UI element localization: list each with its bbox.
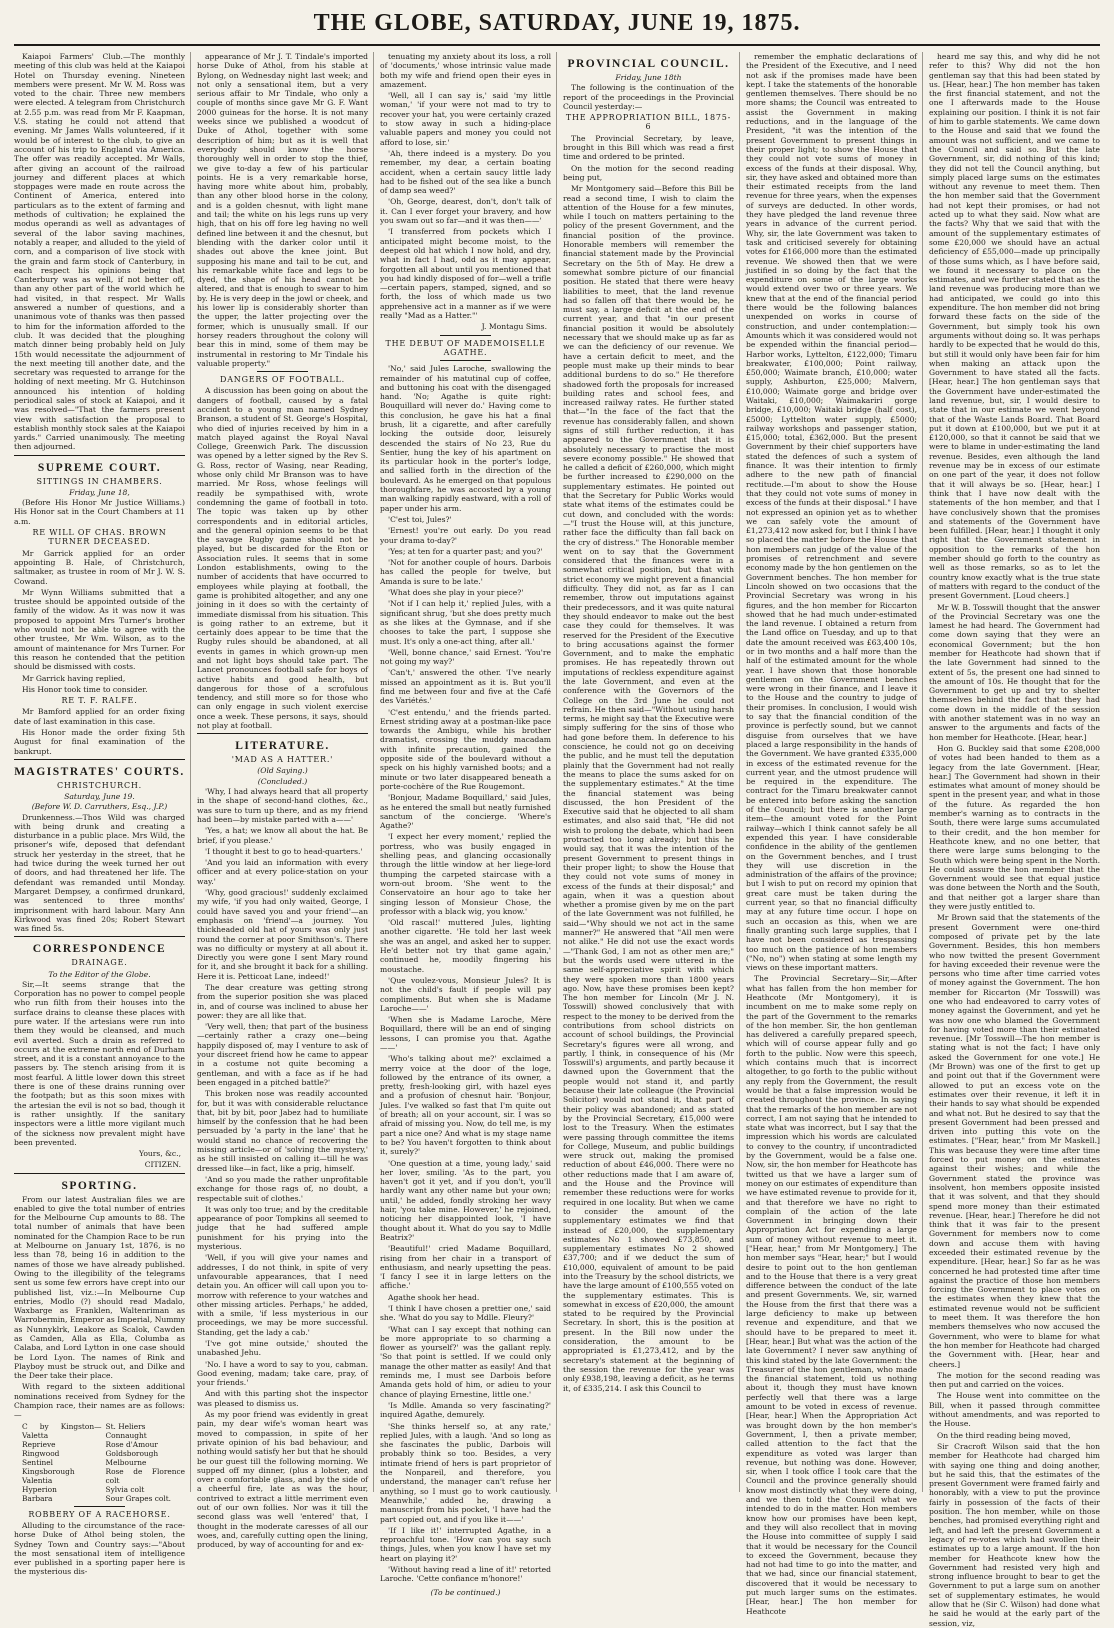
paragraph: 'Is Mdlle. Amanda so very fascinating?' inquired Agathe, demurely. [380, 1400, 551, 1420]
letter-title: DRAINAGE. [71, 958, 128, 968]
subheading-christchurch: CHRISTCHURCH. [56, 780, 142, 790]
letter-addressee: To the Editor of the Globe. [48, 969, 151, 979]
signoff: Yours, &c., [138, 1149, 181, 1159]
nominations-list [22, 1422, 185, 1503]
case-title: RE WILL OF CHAS. BROWN TURNER DECEASED. [32, 528, 167, 547]
paragraph: Mr Wynn Williams submitted that a trustee should be appointed outside of the family of the widow. As it was now it was proposed to appoint Mrs Turner's brother who would not be able to agree with the other trustee, Mr Wm. Wilson, as to the amount of maintenance for Mrs Turner. For this reason he contended that the petition should be dismissed with costs. [14, 587, 185, 672]
paragraph: 'No. I have a word to say to you, cabman. Good evening, madam; take care, pray, of your friends.' [197, 1359, 368, 1388]
paragraph: The dear creature was getting strong from the superior position she was placed in, and of course was inclined to abuse her power: they are all like that. [197, 983, 368, 1020]
column-4 [563, 52, 740, 1492]
before-line: (Before W. D. Carruthers, Esq., J.P.) [31, 802, 168, 812]
paragraph: 'One question at a time, young lady,' said her lover, smiling. 'As to the part, you haven't got it yet, and if you don't, you'll hardly want any other name but your own; until,' he added, fondly stroking her wavy hair, 'you take mine. However,' he rejoined, noticing her disappointed look, 'I have thought about it. What do you say to Mdlle Beatrix?' [380, 1158, 551, 1242]
list-item: Rose d'Amour [105, 1439, 158, 1449]
divider [74, 1506, 125, 1507]
paragraph: 'Without having read a line of it!' retorted Laroche. 'Cette confiance m'honore!' [380, 1565, 551, 1584]
heading-provincial-council: PROVINCIAL COUNCIL. [567, 58, 730, 70]
paragraph: 'I transferred from pockets which I anticipated might become moist, to the deepest old hat which I now hold, and dry, what in fact I had, odd as it may appear, forgotten all about until you mentioned that you had kindly disposed of for—well a trifle—certain papers, stamped, signed, and so forth, the loss of which made us two apprehensive act in a manner as if we were really "Mad as a Hatter."' [380, 227, 551, 321]
list-item: Reprieve [22, 1439, 56, 1449]
signature: CITIZEN. [144, 1160, 181, 1170]
paragraph: 'Old rascal!' muttered Jules, lighting another cigarette. 'He told her last week she was an angel, and asked her to supper. He'd better not try that game again,' continued he, moodily fingering his moustache. [380, 918, 551, 974]
paragraph: Mr Brown said that the statements of the present Government were one-third composed of private pet by the late Government. Besides, this hon members who now twitted the present Government for having exceeded their revenue were the persons who time after time carried votes of money against the Government. The hon member for Riccarton (Mr Tosswill) was one who had endeavored to carry votes of money against the Government, and yet he was now one who blamed the Government for having voted more than their estimated revenue. [Mr Tosswill—The hon member is stating what is not the fact; I have only asked the Government for one vote.] He (Mr Brown) was one of the first to get up and point out that if the Government were allowed to put an excess vote on the estimates over their revenue, it left it in their hands to say what should be expended and what not. But he desired to say that the present Government had been pressed and driven into putting this vote on the estimates. ["Hear, hear," from Mr Maskell.] This was because they were time after time forced to put money on the estimates against their wishes; and while the Government stated the province was insolvent, hon members opposite insisted that it was solvent, and that they should spend more money than their estimated revenue. [Hear, hear.] Therefore he did not think that it was fair to the present Government for members now to come down and accuse them with having exceeded their estimated revenue by the expenditure. [Hear, hear.] So far as he was concerned he had protested time after time against the practice of those hon members forcing the Government to place votes on the estimates when they knew that the estimated revenue would not be sufficient to meet them. It was therefore the hon members themselves who now accused the Government, who were to blame for what the hon member for Heathcote had charged the Government with. [Hear, hear and cheers.] [929, 913, 1100, 1369]
paragraph: Mr W. B. Tosswill thought that the answer of the Provincial Secretary was one the lamest he had heard. The Government had come down saying that they were an economical Government; but the hon member for Heathcote had shown that if the late Government had sinned to the extent of 5s, the present one had sinned to the amount of 10s. He thought that for the Government to get up and try to shelter themselves behind the fact that they had come down in the middle of the session with another statement was in no way an answer to the arguments and facts of the hon member for Heathcote. [Hear, hear.] [929, 602, 1100, 742]
continued-note: (To be continued.) [430, 1587, 501, 1597]
list-item: Sour Grapes colt. [105, 1493, 172, 1503]
paragraph: remember the emphatic declarations of the President of the Executive, and I need not ask if the promises made have been kept. I take the statements of the honorable gentlemen themselves. There should be no more shams; the Council was entreated to assist the Government in making reductions, and in the language of the President, "it was the intention of the present Government to present things in their proper light; to show the House that they could not vote sums of money in excess of the funds at their disposal. Why, sir, they have asked and obtained more than their estimated receipts from the land revenue for three years, when the expenses of surveys are deducted. In other words, they have pledged the land revenue three years in advance of the current period. Why, sir, the late Government was taken to task and criticised severely for obtaining votes for £166,000 more than the estimated revenue. We showed then that we were justified in so doing by the fact that the expenditure on some of the large works would extend over two or three years. We knew that at the end of the financial period there would be the following balances unexpended on works in course of construction, and under contemplation:—Amounts which it was considered would not be expended within the financial period—Harbor works, Lyttelton, £122,000; Timaru breakwater, £100,000; Point railway, £50,000; Waimate branch, £10,000; water supply, Ashburton, £25,000; Malvern, £10,000; Waimate gorge and bridge over Waitaki, £10,000; Waimakariri gorge bridge, £10,000; Waitaki bridge (half cost), £5000; Lyttelton water supply, £5000; railway workshops and passenger station, £15,000; total, £362,000. But the present Government by their chief supporters have stated the defences of such a system of finance. It was their intention to firmly adhere to the new path of financial rectitude.—I'm about to show the House that they could not vote sums of money in excess of the funds at their disposal." I have not expressed an opinion yet as to whether we can safely vote the amount of £1,273,412 now asked for, but I think I have so placed the matter before the House that hon members can judge of the value of the promises of retrenchment and severe economy made by the hon gentlemen on the Government benches. The hon member for Lincoln showed on two occasions that the Provincial Secretary was wrong in his figures, and the hon member for Riccarton showed that he had much under-estimated the land revenue. I obtained a return from the Land office on Tuesday, and up to that date the amount received was £63,400 10s, or in two months and a half more than the half of the estimated amount for the whole year. I have shown that those honorable gentlemen on the Government benches were wrong in their finance, and I leave it to the House and the country to judge of their promises. In conclusion, I would wish to say that the financial condition of the province is perfectly sound, but we cannot disguise from ourselves that we have placed a large responsibility in the hands of the Government. We have granted £335,000 in excess of the estimated revenue for the current year, and the utmost prudence will be required in the expenditure. The contract for the Timaru breakwater cannot be entered into before asking the sanction of the Council; but there is another large item—the amount voted for the Point railway—which I think cannot safely be all expended this year. I have considerable confidence in the ability of the gentlemen on the Government benches, and I trust they will use discretion in the administration of the affairs of the province; but I wish to put on record my opinion that great care must be taken during the current year, so that no financial difficulty may at any future time occur. I hope on such an occasion as this, when we are finally granting such large supplies, that I have not been considered as trespassing too much on the patience of hon members ("No, no") when stating at some length my views on these important matters. [746, 52, 917, 973]
paragraph: His Honor made the order fixing 5th August for final examination of the bankrupt. [14, 727, 185, 756]
heading-debut-of-mademoiselle-agathe: THE DEBUT OF MADEMOISELLE AGATHE. [385, 338, 546, 357]
subheading-sittings: SITTINGS IN CHAMBERS. [36, 476, 163, 486]
paragraph: With regard to the sixteen additional nominations received from Sydney for the Champion race, their names are as follows:— [14, 1382, 185, 1420]
case-title: RE T. F. RALFE. [61, 696, 138, 706]
paragraph: 'Why, good gracious!' suddenly exclaimed my wife, 'if you had only waited, George, I could have saved you and your friend'—an emphasis on 'friend'—a journey. You thickheaded old hat of yours was only just round the corner at poor Smithson's. There was no difficulty or mystery at all about it. Directly you were gone I sent Mary round for it, and she brought it back for a shilling. Here it is. Petticoat Lane, indeed!' [197, 888, 368, 981]
nominations-list-a [22, 1422, 102, 1503]
paragraph: Sir Cracroft Wilson said that the hon member for Heathcote had charged him with saying one thing and doing another, but he said this, that the estimates of the present Government were framed fairly and honorably, with a view to put the province fairly in possession of the facts of their position. The hon member, while on those benches, had promised everything right and left, and had left the present Government a legacy of re-votes which had swollen their estimates up to a large amount. If the hon member for Heathcote knew how the Government had resisted very high and strong influence brought to bear to get the Government to put a large sum on another set of supplementary estimates, he would allow that he (Sir C. Wilson) had done what he said he would at the early part of the session, viz, [929, 1441, 1100, 1628]
paragraph: 'Why, I had always heard that all property in the shape of second-hand clothes, &c., was sure to turn up there, and as my friend had been—by mistake parted with a——' [197, 787, 368, 824]
paragraph: 'Not if I can help it,' replied Jules, with a significant shrug, 'but she does pretty much as she likes at the Gymnase, and if she chooses to take the part, I suppose she must. It's only a one-act thing, after all.' [380, 599, 551, 646]
divider [14, 936, 185, 937]
paragraph: 'Can't,' answered the other. 'I've nearly missed an appointment as it is. But you'll find me between four and five at the Café des Variétés.' [380, 668, 551, 706]
paragraph: 'Not for another couple of hours. Darbois has called the people for twelve, but Amanda is sure to be late.' [380, 558, 551, 586]
paragraph: 'Well, if you will give your names and addresses, I do not think, in spite of very unfavourable appearances, that I need detain you. An officer will call upon you to-morrow with reference to your watches and other missing articles. Perhaps,' he added, with a smile, 'if less mysterious in our proceedings, we may be more successful. Standing, get the lady a cab.' [197, 1253, 368, 1337]
paragraph: 'I expect her every moment,' replied the portress, who was busily engaged in shelling peas, and glancing occasionally through the little window at her liege-lord thumping the carpeted staircase with a worn-out broom. 'She went to the Conservatoire an hour ago to take her singing lesson of Monsieur Chose, the professor with a black wig, you know.' [380, 832, 551, 916]
paragraph: 'No,' said Jules Laroche, swallowing the remainder of his matutinal cup of coffee, and buttoning his coat with the disengaged hand. 'No; Agathe is quite right: Bouquillard will never do.' Having come to this conclusion, he gave his hat a final brush, lit a cigarette, and after carefully locking the outside door, leisurely descended the stairs of No 23, Rue du Sentier, hung the key of his apartment on its particular hook in the porter's lodge, and sallied forth in the direction of the boulevard. As he emerged on that populous thoroughfare, he was accosted by a young man walking rapidly eastward, with a roll of paper under his arm. [380, 364, 551, 513]
column-2 [197, 52, 374, 1550]
paragraph: 'Well, bonne chance,' said Ernest. 'You're not going my way?' [380, 647, 551, 667]
list-item: Valentia [22, 1475, 53, 1485]
heading-robbery-of-a-racehorse: ROBBERY OF A RACEHORSE. [28, 1509, 171, 1519]
paragraph: 'I think I have chosen a prettier one,' said she. 'What do you say to Mdlle. Fleury?' [380, 1304, 551, 1323]
paragraph: 'Bonjour, Madame Boquillard,' said Jules, as he entered the small but neatly furnished sanctum of the concierge. 'Where's Agathe?' [380, 793, 551, 831]
divider [440, 360, 491, 361]
paragraph: 'Very well, then; that part of the business—certainly rather a crazy one—being happily disposed of, may I venture to ask of your discreet friend how he came to appear in a costume not quite becoming a gentleman, and with a face as if he had been engaged in a pitched battle?' [197, 1022, 368, 1087]
paragraph: On the third reading being moved, [937, 1430, 1071, 1440]
paragraph: 'I thought it best to go to head-quarters.' [205, 846, 363, 856]
paragraph: 'Well, all I can say is,' said 'my little woman,' 'if your were not mad to try to recover your hat, you were certainly crazed to stow away in such a hiding-place valuable papers and money you could not afford to lose, sir.' [380, 91, 551, 147]
paragraph: 'Beautiful!' cried Madame Boquillard, rising from her chair in a transport of enthusiasm, and nearly upsetting the peas. 'I fancy I see it in large letters on the affiche.' [380, 1244, 551, 1291]
list-item: C by Kingston—Valetta [22, 1421, 102, 1440]
paragraph: Drunkenness.—Thos Wild was charged with being drunk and creating a disturbance in a public place. Mrs Wild, the prisoner's wife, deposed that defendant struck her yesterday in the street, that he had twice during the week turned her out of doors, and had threatened her life. The defendant was remanded until Monday. Margaret Dempsey, a confirmed drunkard, was sentenced to three months' imprisonment with hard labour. Mary Ann Kirkwood was fined 20s; Robert Stewart was fined 5s. [14, 812, 185, 934]
paragraph: Mr Garrick having replied, [22, 673, 126, 683]
dateline: Friday, June 18, [69, 487, 130, 497]
paragraph: Agathe shook her head. [388, 1292, 480, 1302]
paragraph: Hon G. Buckley said that some £208,000 of votes had been handed to them as a legacy from the late Government. [Hear, hear.] The Government had shown in their estimates what amount of money should be spent in the present year, and what in those of the future. As regarded the hon member's warning as to contracts in the South, there were large sums accumulated to their credit, and the hon member for Heathcote knew, and no one better, that there were large sums belonging to the South which were being spent in the North. He could assure the hon member that the Government would see that equal justice was done between the North and the South, and that neither got a larger share than they were justly entitled to. [929, 743, 1100, 912]
paragraph: The following is the continuation of the report of the proceedings in the Provincial Council yesterday:— [563, 83, 734, 111]
paragraph: Mr Bamford applied for an order fixing date of last examination in this case. [14, 707, 185, 726]
story-title: 'MAD AS A HATTER.' [231, 755, 334, 765]
paragraph: A discussion has been going on about the dangers of football, caused by a fatal accident to a young man named Sydney Branson, a student of St. George's Hospital, who died of injuries received by him in a match played against the Royal Naval College, Greenwich Park. The discussion was opened by a letter signed by the Rev S. G. Ross, rector of Wasing, near Reading, whose only child Mr Branson was to have married. Mr Ross, whose feelings will readily be sympathised with, wrote condemning the game of football in toto. The topic was taken up by other correspondents and in editorial articles, and the general opinion seems to be that the savage Rugby game should not be played, but be discarded for the Eton or Association rules. It seems that in some London establishments, owing to the number of accidents that have occurred to employees while playing at football, the game is prohibited altogether, and any one joining in it does so with the certainty of immediate dismissal from his situation. This is going rather to an extreme, but it certainly does appear to be time that the Rugby rules should be abandoned, at all events in games in which grown-up men and not light boys should take part. The Lancet pronounces football safe for boys of active habits and good health, but dangerous for those of a scrofulous tendency, and still more so for those who can only engage in such violent exercise once a week. These persons, it says, should not play at football. [197, 386, 368, 731]
column-5 [746, 52, 923, 1616]
paragraph: Sir,—It seems strange that the Corporation has no power to compel people who run filth from their houses into the surface drains to cleanse these places with pure water. If the artesians were run into them they would be cleansed, and much evil averted. Such a drain as referred to occurs at the extreme north end of Durham street, and it is a constant annoyance to the passers by. The stench arising from it is most fearful. A little lower down this street there is one of these drains running over the footpath; but as this soon mixes with the artesian the evil is not so bad, though it is rather unsightly. If the sanitary inspectors were a little more vigilant much of the sickness now prevalent might have been prevented. [14, 979, 185, 1147]
paragraph: 'And so you made the rather unprofitable exchange for those rags of, no doubt, a respectable suit of clothes.' [197, 1174, 368, 1203]
columns [14, 52, 1100, 1628]
paragraph: 'And you laid an information with every officer and at every police-station on your way.' [197, 858, 368, 886]
list-item: Sentinel [22, 1457, 54, 1467]
masthead: THE GLOBE, SATURDAY, JUNE 19, 1875. [14, 8, 1100, 46]
list-item: Kingsborough [22, 1466, 75, 1476]
paragraph: The House went into committee on the Bill, when it passed through committee without amendments, and was reported to the House. [929, 1391, 1100, 1429]
list-item: St. Heliers [105, 1421, 146, 1431]
paragraph: 'C'est toi, Jules?' [388, 514, 452, 524]
list-item: Connaught [105, 1430, 147, 1440]
author-signature: J. Montagu Sims. [481, 322, 547, 332]
paragraph: The Provincial Secretary, by leave, brought in this Bill which was read a first time and ordered to be printed. [563, 133, 734, 162]
heading-dangers-of-football: DANGERS OF FOOTBALL. [220, 375, 345, 385]
paragraph: It was only too true; and by the creditable appearance of poor Tompkins all seemed to judge that he had suffered ample punishment for his prying into the mysterious. [197, 1204, 368, 1252]
heading-sporting: SPORTING. [61, 1179, 138, 1192]
paragraph: 'If I like it!' interrupted Agathe, in a reproachful tone. 'How can you say such things, Jules, when you know I have set my heart on playing it?' [380, 1525, 551, 1563]
dateline: Saturday, June 19. [64, 791, 135, 801]
paragraph: The Provincial Secretary—Sir,—After what has fallen from the hon member for Heathcote (Mr Montgomery), it is incumbent on me to make some reply on the part of the Government to the remarks of the hon member. Sir, the hon gentleman has delivered a carefully prepared speech, which will of course appear fully and go forth to the public. Now were this speech, which contains much that is incorrect altogether, to go forth to the public without any reply from the Government, the result would be that a false impression would be created throughout the province. In saying that the remarks of the hon member are not correct, I am not saying that he intended to state what was incorrect, but I say that the impression which his words are calculated to convey to the country, if uncontradicted by the Government, would be a false one. Now, sir, the hon member for Heathcote has twitted us that we have a larger sum of money on our estimates of expenditure than we have estimated revenue to provide for it, and that therefore we have no right to complain of the action of the late Government in bringing down their Appropriation Act for expending a large sum of money without revenue to meet it. ["Hear, hear," from Mr Montgomery.] The hon member says "Hear, hear;" but I would desire to point out to the hon gentleman and to the House that there is a very great difference between the conduct of the late and present Governments. We, sir, warned the House from the first that there was a large deficiency to make up between revenue and expenditure, and that we should have to be prepared to meet it. [Hear, hear.] But what was the action of the late Government? I never saw anything of this kind stated by the late Government: the Treasurer of the hon gentleman, who made the financial statement, told us nothing about it, though they must have known perfectly well that there was a large amount to be voted in excess of revenue. [Hear, hear.] When the Appropriation Act was brought down by the hon member's Government, I, then a private member, called attention to the fact that the expenditure as voted was larger than revenue, but nothing was done. However, sir, when I took office I took care that the Council and the province generally should know most distinctly what they were doing, and we then told the Council what we intended to do in the matter. Hon members know how our promises have been kept, and they will also recollect that in moving the House into committee of supply I said that it would be necessary for the Council to exceed the Government, because they had not had time to go into the matter, and that we had, since our financial statement, discovered that it would be necessary to put much larger sums on the estimates. [Hear, hear.] The hon member for Heathcote [746, 974, 917, 1616]
paragraph: 'I've got mine outside,' shouted the unabashed Jehu. [197, 1338, 368, 1358]
divider [197, 733, 368, 734]
paragraph: 'Who's talking about me?' exclaimed a merry voice at the door of the loge, followed by the entrance of its owner, a pretty, fresh-looking girl, with hazel eyes and a profusion of chesnut hair. 'Bonjour, Jules. I've walked so fast that I'm quite out of breath; all on your account, sir. I was so afraid of missing you. Now, do tell me, is my part a nice one? And what is my stage name to be? You haven't forgotten to think about it, surely?' [380, 1054, 551, 1157]
heading-supreme-court: SUPREME COURT. [37, 461, 162, 474]
divider [14, 759, 185, 760]
paragraph: As my poor friend was evidently in great pain, my dear wife's woman heart was moved to compassion, in spite of her private opinion of his bad behaviour, and nothing would satisfy her but that he should be our guest till the following morning. We supped off my dinner, (plus a lobster, and over a comfortable glass, and by the side of a cheerful fire, late as was the hour, contrived to extract a little merriment even out of our own follies. Nor was it till the second glass was well 'entered' that, I thought in the moderate caresses of all our woes, and, carefully cutting open the lining, produced, by way of accounting for and ex- [197, 1410, 368, 1550]
column-3 [380, 52, 557, 1597]
bill-title: THE APPROPRIATION BILL, 1875-6 [565, 113, 732, 132]
paragraph: 'Ah, there indeed is a mystery. Do you remember, my dear, a certain boating accident, when a certain saucy little lady had to be fished out of the sea like a bunch of damp sea weed?' [380, 148, 551, 196]
list-item: Goldsborough [105, 1448, 159, 1458]
heading-correspondence: CORRESPONDENCE [32, 943, 167, 956]
paragraph: The motion for the second reading was then put and carried on the voices. [929, 1370, 1100, 1390]
paragraph: heard me say this, and why did he not refer to this? Why did not the hon gentleman say that this had been stated by us. [Hear, hear.] The hon member has taken the first financial statement, and not the one I afterwards made to the House explaining our position. I think it is not fair of him to garble statements. We came down to the House and said that we found the amount was not sufficient, and we came to the Council and said so. But the late Government, sir, did nothing of this kind; they did not tell the Council anything, but simply placed large sums on the estimates without any revenue to meet them. Then the hon member said that the Government had not kept their promises, or had not acted up to what they said. Now what are the facts? Why that we said that with the amount of the supplementary estimates of some £20,000 we should have an actual deficiency of £55,000—made up principally of those sums which, as I have before said, we found it necessary to place on the estimates, and we further stated that as the land revenue was producing more than we had anticipated, we could go into this expenditure. The hon member did not bring forward these facts on the side of the Government, but simply took his own arguments without doing so. It was perhaps hardly to be expected that he would do this, but still it would only have been fair for him when making an attack upon the Government to have stated all the facts. [Hear, hear.] The hon gentleman says that the Government have under-estimated the land revenue, but, sir, I would desire to state that in our estimate we went beyond that of the Waste Lands Board. That Board put it down at £100,000, but we put it at £120,000, so that it cannot be said that we were to blame in under-estimating the land revenue. Besides, even although the land revenue may be in excess of our estimate on one part of the year, it does not follow that it will always be so. [Hear, hear.] I think that I have now dealt with the statements of the hon member, and that I have conclusively shown that the promises and statements of the Government have been fulfilled. [Hear, hear.] I thought it only right that the Government statement in opposition to the remarks of the hon member should go forth to the country as well as those remarks, so as to let the country know exactly what is the true state of matters with regard to the conduct of the present Government. [Loud cheers.] [929, 52, 1100, 601]
paragraph: (Before His Honor Mr Justice Williams.) His Honor sat in the Court Chambers at 11 a.m. [14, 498, 185, 526]
dateline: Friday, June 18th [615, 73, 682, 82]
list-item: Melbourne [105, 1457, 147, 1467]
paragraph: 'C'est entendu,' and the friends parted. Ernest striding away at a postman-like pace towards the Ambigu, while his brother dramatist, crossing the muddy macadam with infinite precaution, gained the opposite side of the boulevard without a speck on his highly varnished boots; and a minute or two later disappeared beneath a porte-cochère of the Rue Rougemont. [380, 707, 551, 791]
column-6 [929, 52, 1100, 1628]
paragraph: 'What can I say except that nothing can be more appropriate to so charming a flower as yourself?' was the gallant reply. 'So that point is settled. If we could only manage the other matter as easily! And that reminds me, I must see Darbois before Amanda gets hold of him, or adieu to your chance of playing Ernestine, little one.' [380, 1324, 551, 1399]
list-item: Sylvia colt [105, 1484, 145, 1494]
story-part: (Concluded.) [257, 776, 308, 786]
list-item: Barbara [22, 1493, 53, 1503]
paragraph: Alluding to the circumstance of the race-horse Duke of Athol being stolen, the Sydney Town and Country says:—"About the most sensational item of intelligence ever published in a sporting paper here is the mysterious dis- [14, 1520, 185, 1577]
list-item: Rose de Florence colt [105, 1466, 185, 1485]
heading-magistrates-courts: MAGISTRATES' COURTS. [14, 765, 185, 778]
paragraph: 'Que voulez-vous, Monsieur Jules? It is not the child's fault if people will pay compliments. But when she is Madame Laroche——' [380, 975, 551, 1013]
paragraph: This broken nose was readily accounted for, but it was with considerable reluctance that, bit by bit, poor Jabez had to humiliate himself by the confession that he had been persuaded by 'a party in the lane' that he would stand no chance of recovering the missing article—or of 'solving the mystery,' as he still insisted on calling it—till he was dressed like—in fact, like a prig, himself. [197, 1089, 368, 1173]
divider [14, 455, 185, 456]
heading-literature: LITERATURE. [235, 740, 330, 753]
paragraph: On the motion for the second reading being put, [563, 163, 734, 182]
divider [14, 1173, 185, 1174]
nominations-list-b [106, 1422, 186, 1503]
paragraph: 'What does she play in your piece?' [388, 588, 524, 598]
paragraph: 'When she is Madame Laroche, Mère Boquillard, there will be an end of singing lessons, I can promise you that. Agathe ——' [380, 1015, 551, 1052]
divider [440, 335, 491, 336]
article-kaiapoi-farmers-club: Kaiapoi Farmers' Club.—The monthly meeting of this club was held at the Kaiapoi Hotel on Thursday evening. Nineteen members were present. Mr W. M. Ross was voted to the chair. Three new members were elected. A telegram from Christchurch at 2.55 p.m. was read from Mr F. Kaapman, V.S. stating he could not attend that evening. Mr James Walls volunteered, if it would be of interest to the club, to give an account of his trip to England via America. The offer was readily accepted. Mr Walls, after giving an account of the railroad journey and different places at which stoppages were made en route across the Continent of America, entered into particulars as to the extent of farming and methods of cultivation; he explained the modus operandi as well as advantages of several of the labor saving machines, notably a reaper, and alluded to the yield of corn, and a comparison of live stock with the grain and farm stock of Canterbury, in each respect his opinions being that Canterbury was as well, if not better off, than any other part of the world which he had visited, in that respect. Mr Walls answered a number of questions, and a unanimous vote of thanks was then passed to him for the information afforded to the club. It was decided that the ploughing match dinner being probably held on July 15th would necessitate the adjournment of the next meeting till another date, and the secretary was requested to arrange for the holding of next meeting. Mr G. Hutchinson announced his intention of holding periodical sales of stock at Kaiapoi, and it was resolved—"That the farmers present view with satisfaction the proposal to establish monthly stock sales at the Kaiapoi yards." Carried unanimously. The meeting then adjourned. [14, 52, 185, 452]
list-item: Hyperion [22, 1484, 57, 1494]
paragraph: And with this parting shot the inspector was pleased to dismiss us. [197, 1389, 368, 1408]
column-1 [14, 52, 191, 1577]
paragraph: 'Ernest! you're out early. Do you read your drama to-day?' [380, 526, 551, 545]
paragraph: appearance of Mr J. T. Tindale's imported horse Duke of Athol, from his stable at Bylong, on Wednesday night last week; and not only a sensational item, but a very serious affair to Mr Tindale, who only a couple of months since gave Mr G. F. Want 2000 guineas for the horse. It is not many weeks since we published a woodcut of Duke of Athol, together with some description of him; but as it is well that everybody should know the horse thoroughly well in order to stop the thief, we give to-day a few of his particular points. He is a very remarkable horse, having more white about him, probably, than any other blood horse in the colony, and is a golden chesnut, with light mane and tail; the white on his legs runs up very high, that on his off fore leg having no well defined line between it and the chesnut, but blending with the darker color until it shades out above the knee joint. But supposing his mane and tail to be cut, and his remarkable white face and legs to be dyed, the shape of his head cannot be altered, and that is enough to swear to him by. He is very deep in the jowl or cheek, and his lower lip is considerably shorter than the upper, the latter projecting over the former, which is unusually small. If our horsey readers throughout the colony will bear this in mind, some of them may be instrumental in restoring to Mr Tindale his valuable property." [197, 52, 368, 368]
paragraph: 'Oh, George, dearest, don't, don't talk of it. Can I ever forget your bravery, and how you swam out so far—and it was then——' [380, 197, 551, 226]
divider [257, 371, 308, 372]
story-subtitle: (Old Saying.) [257, 766, 308, 776]
paragraph: 'Yes; at ten for a quarter past; and you?' [388, 546, 543, 556]
paragraph: 'She thinks herself so, at any rate,' replied Jules, with a laugh. 'And so long as she fascinates the public, Darbois will probably think so too. Besides, a very intimate friend of hers is part proprietor of the Nonpareil, and therefore, you understand, the manager can't refuse her anything, so I must go to work cautiously. Meanwhile,' added he, drawing a manuscript from his pocket, 'I have had the part copied out, and if you like it——' [380, 1421, 551, 1524]
paragraph: Mr Montgomery said—Before this Bill be read a second time, I wish to claim the attention of the House for a few minutes, while I touch on matters pertaining to the policy of the present Government, and the financial position of the province. Honorable members will remember the financial statement made by the Provincial Secretary on the 5th of May. He drew a somewhat sombre picture of our financial position. He stated that there were heavy liabilities to meet, that the land revenue had so fallen off that there would be, he must say, a large deficit at the end of the current year, and that "in our present financial position it would be absolutely necessary that we should make up as far as we can the deficiency of our revenue. We have a certain deficit to meet, and the people must make up their minds to bear additional burdens to do so." He therefore shadowed forth the proposals for increased building rates and school fees, and increased railway rates. He further stated that—"In the face of the fact that the revenue has considerably fallen, and shown signs of still further reduction, it has appeared to the Government that it is absolutely necessary to practise the most severe economy possible." He showed that he called a deficit of £260,000, which might be further increased to £290,000 on the supplementary estimates. He pointed out that the Secretary for Public Works would state what items of the estimates could be cut down, and concluded with the words:—"I trust the House will, at this juncture, rather face the difficulty than fall back on the cry of distress." The Honorable member went on to say that the Government considered that the finances were in a somewhat critical position, but that with strict economy we might prevent a financial difficulty. They did not, as far as I can remember, throw out imputations against their predecessors, and it was quite natural they should endeavor to make out the best case they could for themselves. It was reserved for the President of the Executive to bring accusations against the former Government, and to make the emphatic promises. He has repeatedly thrown out imputations of reckless expenditure against the late Government, and even at the conference with the Governors of the College on the 3rd June he could not refrain. He then said—"Without using harsh terms, he might say that the Executive were simply suffering for the sins of those who had gone before them. In deference to his conscience, he could not go on deceiving the public, and he must tell the deputation plainly that the Government had not really the means to place the sums asked for on the supplementary estimates." At the time the financial statement was being discussed, the hon President of the Executive said that he objected to all sham estimates, and also said that, "He did not wish to prolong the debate, which had been protracted too long already; but this he would say, that it was the intention of the present Government to present things in their proper light; to show the House that they could not vote sums of money in excess of the funds at their disposal;" and again, when it was a question about whether a promise given by me on the part of the late Government was not fulfilled, he said—"Why should we not act in the same manner?" He answered that "All men were not alike." He did not use the exact words—"Thank God, I am not as other men are;" but the words used were uttered in the same self-appreciative spirit with which they were spoken more than 1800 years ago. Now, have these promises been kept? The hon member for Lincoln (Mr J. N. Tosswill) showed conclusively that with respect to the money to be derived from the contributions from school districts on account of school buildings, the Provincial Secretary's figures were all wrong, and partly, I think, in consequence of his (Mr Tosswill's) arguments, and partly because it dawned upon the Government that the people would not stand it, and partly because their late colleague (the Provincial Solicitor) would not stand it, that part of their policy was abandoned; and as stated by the Provincial Secretary, £15,000 were lost to the Treasury. When the estimates were passing through committee the items for College, Museum, and public buildings were struck out, making the promised reduction of about £46,000. There were no other reductions made that I am aware of, and the House and the Province will remember these reductions were for works required in one locality. But when we came to consider the amount of the supplementary estimates we find that instead of £20,000, the supplementary estimates No 1 showed £73,850, and supplementary estimates No 2 showed £37,700; and if we deduct the sum of £10,000, equivalent of amount to be paid into the Treasury by the school districts, we have the large amount of £100,555 voted on the supplementary estimates. This is somewhat in excess of £20,000, the amount stated to be required by the Provincial Secretary. In short, this is the position at present. In the Bill now under the consideration, the amount to be appropriated is £1,273,412, and by the secretary's statement at the beginning of the session the revenue for the year was only £938,198, leaving a deficit, as he terms it, of £335,214. I ask this Council to [563, 184, 734, 1393]
paragraph: From our latest Australian files we are enabled to give the total number of entries for the Melbourne Cup amounts to 88. The total number of animals that have been nominated for the Champion Race to be run at Melbourne on January 1st, 1876, is no less than 78, being 16 in addition to the names of those we have already published. Owing to the illegibility of the telegrams sent us some few errors have crept into our published list, viz.:—In Melbourne Cup entries, Modlo (?) should read Madalo, Waxbarge as Franklen, Waltenriman as Warrobermin, Emperor as Imperial, Nummy as Nunnyklrk, Leakore as Scalok, Cawden as Camden, Alla as Ella, Columba as Calaba, and Lord Lytton in one case should be Lord Lyon. The names of Rink and Playboy must be struck out, and Dilke and the Deer take their place. [14, 1194, 185, 1381]
paragraph: 'Yes, a hat; we know all about the hat. Be brief, if you please.' [197, 826, 368, 845]
paragraph: Mr Garrick applied for an order appointing B. Hale, of Christchurch, saltmaker, as trustee in room of Mr J. W. S. Cowand. [14, 548, 185, 586]
list-item: Ringwood [22, 1448, 60, 1458]
paragraph: tenuating my anxiety about its loss, a roll of 'documents,' whose intrinsic value made both my wife and friend open their eyes in amazement. [380, 52, 551, 89]
paragraph: His Honor took time to consider. [22, 684, 148, 694]
